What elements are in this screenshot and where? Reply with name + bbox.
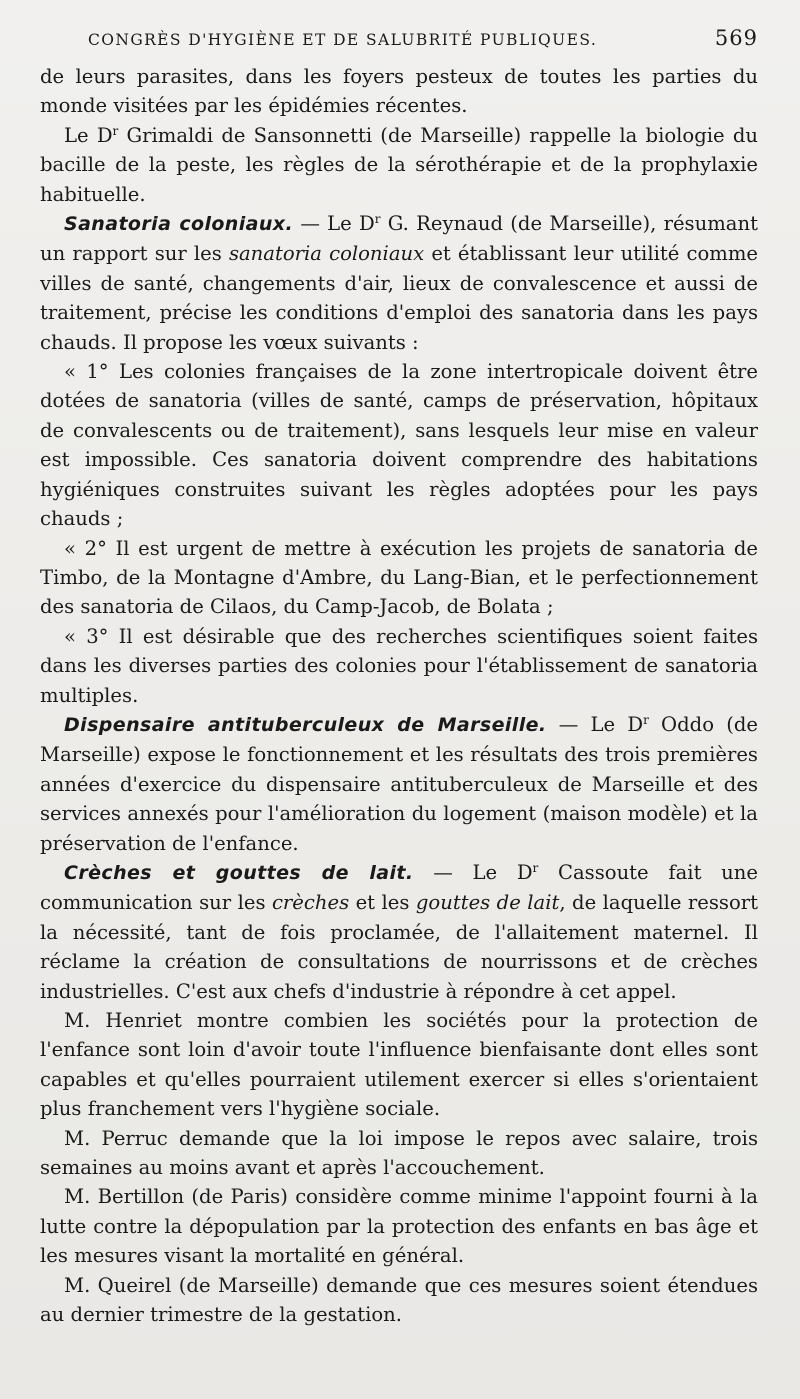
paragraph-text: « 1° Les colonies françaises de la zone intertropicale doivent être dotées de sanatoria (villes de santé, camps de préservation, hôpitaux de convalescents ou de traitement), sans lesquels leur mise en valeur est impossible. Ces sanatoria doivent comprendre des habitations hygiéniques construites suivant les règles adoptées pour les pays chauds ; [40,360,758,531]
paragraph-text: de leurs parasites, dans les foyers pesteux de toutes les parties du monde visitées par les épidémies récentes. [40,65,758,118]
paragraph-henriet [40,1006,758,1124]
doctor-prefix: — Le D [293,212,375,236]
doctor-prefix: Le D [64,123,113,147]
paragraph-text: M. Bertillon (de Paris) considère comme minime l'appoint fourni à la lutte contre la dépopulation par la protection des enfants en bas âge et les mesures visant la mortalité en général. [40,1185,758,1268]
doctor-superscript: r [643,712,649,727]
italic-term: gouttes de lait [415,891,560,915]
paragraph-text: M. Queirel (de Marseille) demande que ces mesures soient étendues au dernier trimestre de la gestation. [40,1273,758,1327]
doctor-superscript: r [374,212,381,227]
paragraph-text: « 3° Il est désirable que des recherches scientifiques soient faites dans les diverses parties des colonies pour l'établissement de sanatoria multiples. [40,624,758,707]
section-heading-creches: Crèches et gouttes de lait. [64,861,414,884]
paragraph-voeu-1 [40,357,758,533]
paragraph-voeu-2 [40,534,758,622]
doctor-prefix: — Le D [546,712,644,736]
running-title: CONGRÈS D'HYGIÈNE ET DE SALUBRITÉ PUBLIQUES. [88,31,598,49]
paragraph-creches [40,858,758,1006]
paragraph-bertillon [40,1182,758,1270]
paragraph-perruc [40,1124,758,1183]
paragraph-text: , de laquelle ressort la nécessité, tant de fois proclamée, de l'allaitement maternel. Il réclame la création de consultations de nourrissons et de crèches industrielles. C'est aux chefs d'industrie à répondre à cet appel. [40,891,759,1003]
paragraph-queirel [40,1271,758,1330]
page-number: 569 [714,26,758,50]
doctor-prefix: — Le D [413,860,533,884]
paragraph-text: Cassoute fait une communication sur les [40,860,758,915]
paragraph-dispensaire [40,710,758,858]
doctor-superscript: r [112,123,119,138]
paragraph-text: et les [349,891,416,915]
italic-term: crèches [271,891,350,915]
paragraph-voeu-3 [40,622,758,710]
paragraph-sanatoria-coloniaux [40,209,758,357]
paragraph-text: M. Henriet montre combien les sociétés pour la protection de l'enfance sont loin d'avoir toute l'influence bienfaisante dont elles sont capables et qu'elles pourraient utilement exercer si elles s'orientaient plus franchement vers l'hygiène sociale. [40,1009,758,1121]
paragraph-text: Oddo (de Marseille) expose le fonctionnement et les résultats des trois premières années d'exercice du dispensaire antituberculeux de Marseille et des services annexés pour l'amélioration du logement (maison modèle) et la préservation de l'enfance. [40,712,758,855]
running-header [40,26,758,60]
paragraph-text: Grimaldi de Sansonnetti (de Marseille) rappelle la biologie du bacille de la peste, les règles de la sérothérapie et de la prophylaxie habituelle. [40,123,758,206]
paragraph-continuation [40,62,758,121]
section-heading-sanatoria: Sanatoria coloniaux. [64,213,294,236]
paragraph-grimaldi [40,121,758,209]
italic-term: sanatoria coloniaux [228,242,425,266]
section-heading-dispensaire: Dispensaire antituberculeux de Marseille. [64,713,547,736]
paragraph-text: et établissant leur utilité comme villes de santé, changements d'air, lieux de convalescence et aussi de traitement, précise les conditions d'emploi des sanatoria dans les pays chauds. Il propose les vœux suivants : [40,242,758,354]
paragraph-text: G. Reynaud (de Marseille), résumant un rapport sur les [40,212,758,266]
paragraph-text: M. Perruc demande que la loi impose le repos avec salaire, trois semaines au moins avant et après l'accouchement. [40,1126,758,1180]
body-text [40,62,758,1329]
doctor-superscript: r [532,860,539,875]
paragraph-text: « 2° Il est urgent de mettre à exécution les projets de sanatoria de Timbo, de la Montagne d'Ambre, du Lang-Bian, et le perfectionnement des sanatoria de Cilaos, du Camp-Jacob, de Bolata ; [40,536,758,619]
